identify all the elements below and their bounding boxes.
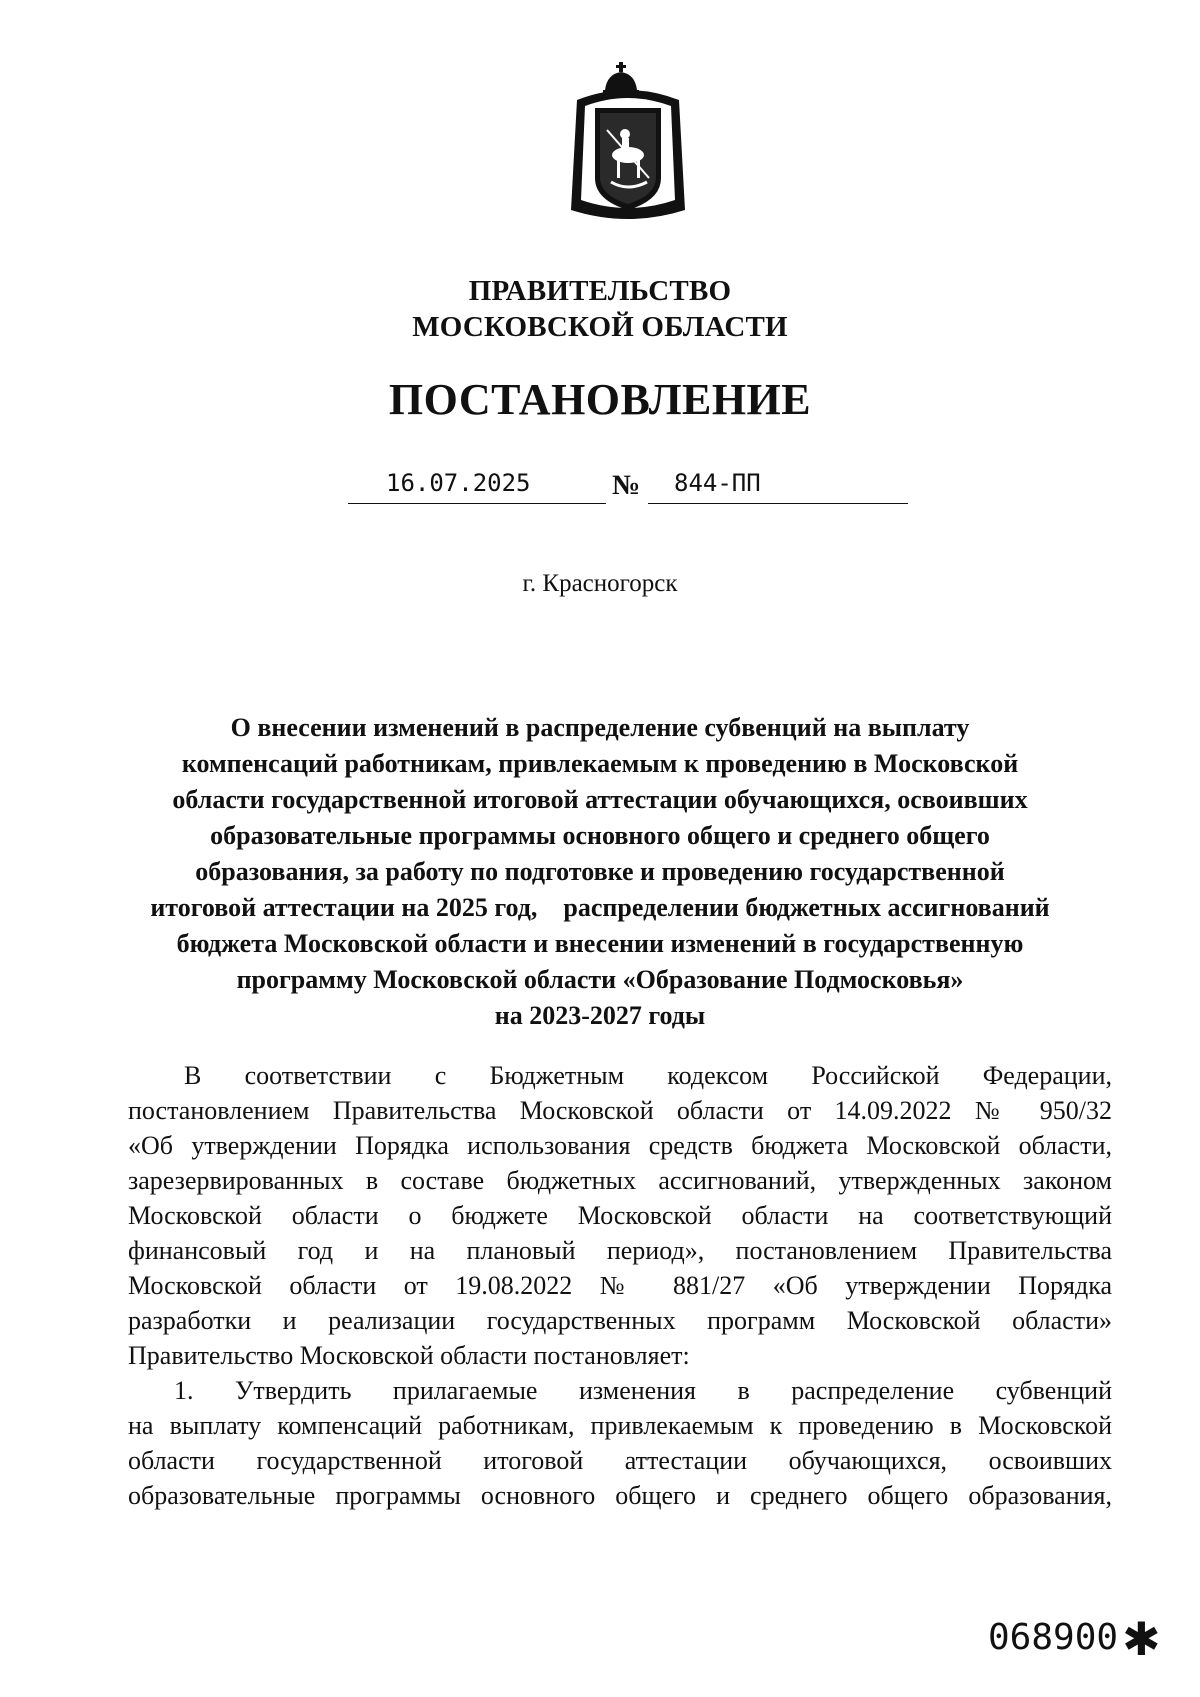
document-date: 16.07.2025 (386, 469, 531, 497)
subject-line: О внесении изменений в распределение субвенций на выплату (230, 713, 970, 742)
body-line: Правительство Московской области постановляет: (128, 1341, 690, 1370)
body-line: постановлением Правительства Московской области от 14.09.2022 № 950/32 (128, 1096, 1112, 1125)
number-sign: № (612, 470, 641, 501)
subject-line: на 2023-2027 годы (494, 1001, 706, 1030)
body-line: образовательные программы основного общего и среднего общего образования, (128, 1481, 1112, 1510)
subject-line: образовательные программы основного общего и среднего общего (210, 821, 990, 850)
body-line: Московской области от 19.08.2022 № 881/27 «Об утверждении Порядка (128, 1271, 1112, 1300)
subject-line: программу Московской области «Образование Подмосковья» (236, 965, 964, 994)
subject-line: бюджета Московской области и внесении изменений в государственную (176, 929, 1024, 958)
asterisk-mark-icon: ✱ (1122, 1612, 1161, 1666)
body-line: на выплату компенсаций работникам, привлекаемым к проведению в Московской (128, 1411, 1112, 1440)
subject-line: компенсаций работникам, привлекаемым к проведению в Московской (181, 749, 1019, 778)
document-subject (120, 710, 1080, 1034)
date-underline (348, 503, 606, 504)
organization-name-line1: ПРАВИТЕЛЬСТВО (468, 275, 732, 307)
body-line: области государственной итоговой аттестации обучающихся, освоивших (128, 1446, 1112, 1475)
document-number: 844-ПП (674, 469, 761, 497)
moscow-region-coat-of-arms-icon (567, 60, 689, 223)
city: г. Красногорск (522, 570, 678, 597)
serial-number: 068900 (988, 1617, 1119, 1658)
body-line: разработки и реализации государственных программ Московской области» (128, 1306, 1112, 1335)
body-line: зарезервированных в составе бюджетных ассигнований, утвержденных законом (128, 1166, 1112, 1195)
number-underline (648, 503, 908, 504)
subject-line: итоговой аттестации на 2025 год, распределении бюджетных ассигнований (150, 893, 1050, 922)
document-type: ПОСТАНОВЛЕНИЕ (388, 375, 812, 424)
document-body (128, 1058, 1112, 1513)
body-line: финансовый год и на плановый период», постановлением Правительства (128, 1236, 1112, 1265)
subject-line: области государственной итоговой аттестации обучающихся, освоивших (172, 785, 1028, 814)
body-line: «Об утверждении Порядка использования средств бюджета Московской области, (128, 1131, 1112, 1160)
organization-name-line2: МОСКОВСКОЙ ОБЛАСТИ (412, 311, 788, 343)
body-line: Московской области о бюджете Московской области на соответствующий (128, 1201, 1112, 1230)
subject-line: образования, за работу по подготовке и проведению государственной (195, 857, 1005, 886)
body-line: В соответствии с Бюджетным кодексом Российской Федерации, (184, 1061, 1112, 1090)
body-line: 1. Утвердить прилагаемые изменения в распределение субвенций (174, 1376, 1112, 1405)
